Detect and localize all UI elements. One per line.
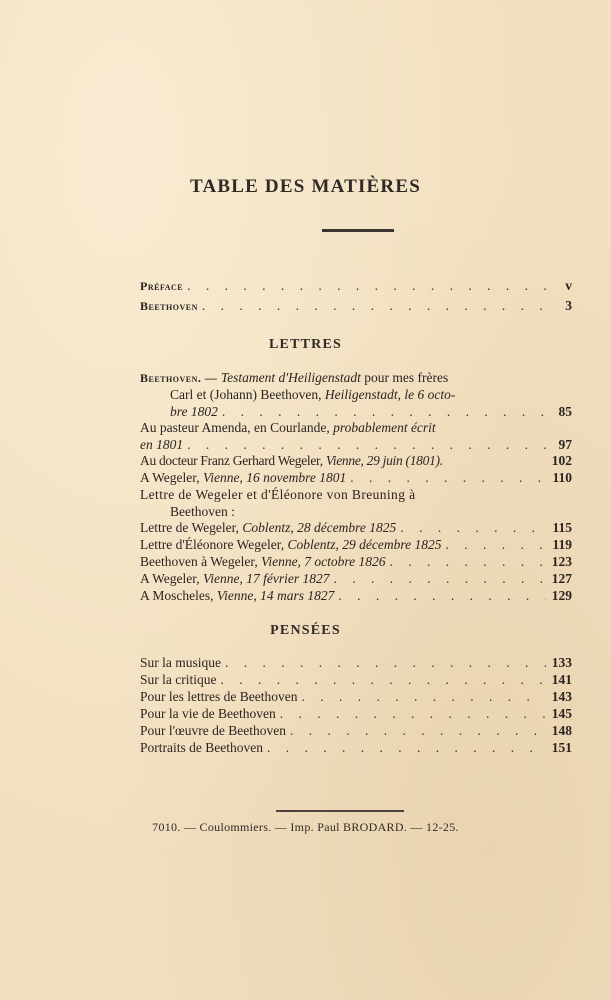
- dot-leader: [187, 436, 546, 453]
- entry-text: Lettre d'Éléonore Wegeler,: [140, 537, 288, 552]
- page-number: 145: [551, 706, 572, 721]
- dot-leader: [225, 654, 546, 671]
- page-number: 151: [551, 740, 572, 755]
- dot-leader: [202, 297, 546, 314]
- entry-text: A Wegeler,: [140, 571, 203, 586]
- toc-entry-wegeler-1801b: [140, 469, 572, 486]
- page-number: v: [565, 278, 572, 293]
- toc-entry-wegeler-1801a: [140, 452, 572, 469]
- toc-entry-preface: [140, 277, 572, 294]
- toc-entry-wegeler-1827: [140, 570, 572, 587]
- entry-text: Carl et (Johann) Beethoven,: [170, 387, 325, 402]
- entry-text: Au docteur Franz Gerhard Wegeler,: [140, 453, 326, 468]
- page-number: 102: [551, 453, 572, 468]
- dot-leader: [445, 536, 546, 553]
- entry-date: probablement écrit: [333, 420, 436, 435]
- dot-leader: [301, 688, 546, 705]
- entry-text: pour mes frères: [360, 370, 449, 385]
- entry-label: Pour les lettres de Beethoven: [140, 689, 298, 704]
- toc-entry-vie-beethoven: [140, 705, 572, 722]
- toc-entry-lettres-beethoven: [140, 688, 572, 705]
- entry-date: Coblentz, 28 décembre 1825: [242, 520, 397, 535]
- page-number: 97: [558, 437, 572, 452]
- page-number: 115: [552, 520, 572, 535]
- page-number: 127: [551, 571, 572, 586]
- page-title: TABLE DES MATIÈRES: [189, 176, 421, 197]
- entry-label: Pour l'œuvre de Beethoven: [140, 723, 287, 738]
- section-heading-pensees: PENSÉES: [270, 623, 341, 638]
- entry-date: bre 1802: [170, 404, 218, 419]
- toc-entry-musique: [140, 654, 572, 671]
- dot-leader: [350, 469, 546, 486]
- entry-text: Beethoven à Wegeler,: [140, 554, 262, 569]
- page-number: 85: [558, 404, 572, 419]
- dot-leader: [338, 587, 546, 604]
- entry-label: Beethoven: [140, 299, 198, 313]
- entry-label: Portraits de Beethoven: [140, 740, 263, 755]
- entry-text: Beethoven :: [170, 504, 235, 519]
- page-number: 129: [551, 588, 572, 603]
- entry-label: Préface: [140, 279, 184, 293]
- dot-leader: [290, 722, 546, 739]
- entry-label: Sur la musique: [140, 655, 221, 670]
- toc-entry-amenda: [140, 419, 572, 453]
- dot-leader: [222, 403, 546, 420]
- entry-label: Beethoven. —: [140, 371, 221, 385]
- entry-text: Lettre de Wegeler et d'Éléonore von Breuning à: [140, 487, 416, 502]
- entry-date: Vienne, 29 juin (1801).: [325, 453, 443, 468]
- dot-leader: [220, 671, 546, 688]
- toc-entry-wegeler-1826: [140, 553, 572, 570]
- entry-date: Coblentz, 29 décembre 1825: [287, 537, 442, 552]
- toc-entry-wegeler-1825: [140, 519, 572, 536]
- entry-date: Vienne, 7 octobre 1826: [261, 554, 386, 569]
- page-number: 133: [551, 655, 572, 670]
- dot-leader: [333, 570, 546, 587]
- entry-text: Au pasteur Amenda, en Courlande,: [140, 420, 334, 435]
- dot-leader: [390, 553, 546, 570]
- entry-date: en 1801: [140, 437, 184, 452]
- toc-entry-eleonore-1825: [140, 536, 572, 553]
- entry-label: Sur la critique: [140, 672, 217, 687]
- entry-date: Vienne, 16 novembre 1801: [202, 470, 347, 485]
- dot-leader: [267, 739, 546, 756]
- toc-entry-breuning: [140, 486, 572, 520]
- printer-colophon: 7010. — Coulommiers. — Imp. Paul BRODARD. — 12-25.: [152, 820, 459, 834]
- page-number: 110: [552, 470, 572, 485]
- section-heading-lettres: LETTRES: [269, 337, 342, 352]
- entry-label: Pour la vie de Beethoven: [140, 706, 276, 721]
- toc-entry-critique: [140, 671, 572, 688]
- page-number: 119: [552, 537, 572, 552]
- page-number: 141: [551, 672, 572, 687]
- toc-entry-testament: [140, 369, 572, 420]
- entry-separator: ,: [397, 387, 405, 402]
- entry-title: Testament d'Heiligenstadt: [220, 370, 361, 385]
- toc-entry-beethoven: [140, 297, 572, 314]
- entry-date: Vienne, 14 mars 1827: [216, 588, 335, 603]
- page-number: 123: [551, 554, 572, 569]
- dot-leader: [187, 277, 546, 294]
- entry-date: Vienne, 17 février 1827: [202, 571, 330, 586]
- entry-place: Heiligenstadt: [324, 387, 398, 402]
- toc-entry-moscheles: [140, 587, 572, 604]
- toc-entry-portraits: [140, 739, 572, 756]
- dot-leader: [280, 705, 546, 722]
- entry-text: A Moscheles,: [140, 588, 217, 603]
- page-number: 148: [551, 723, 572, 738]
- entry-text: Lettre de Wegeler,: [140, 520, 243, 535]
- page-number: 3: [565, 298, 572, 313]
- entry-text: A Wegeler,: [140, 470, 203, 485]
- entry-date: le 6 octo-: [404, 387, 456, 402]
- dot-leader: [400, 519, 546, 536]
- title-rule: [322, 229, 394, 232]
- toc-entry-oeuvre-beethoven: [140, 722, 572, 739]
- page-number: 143: [551, 689, 572, 704]
- footer-rule: [276, 810, 404, 812]
